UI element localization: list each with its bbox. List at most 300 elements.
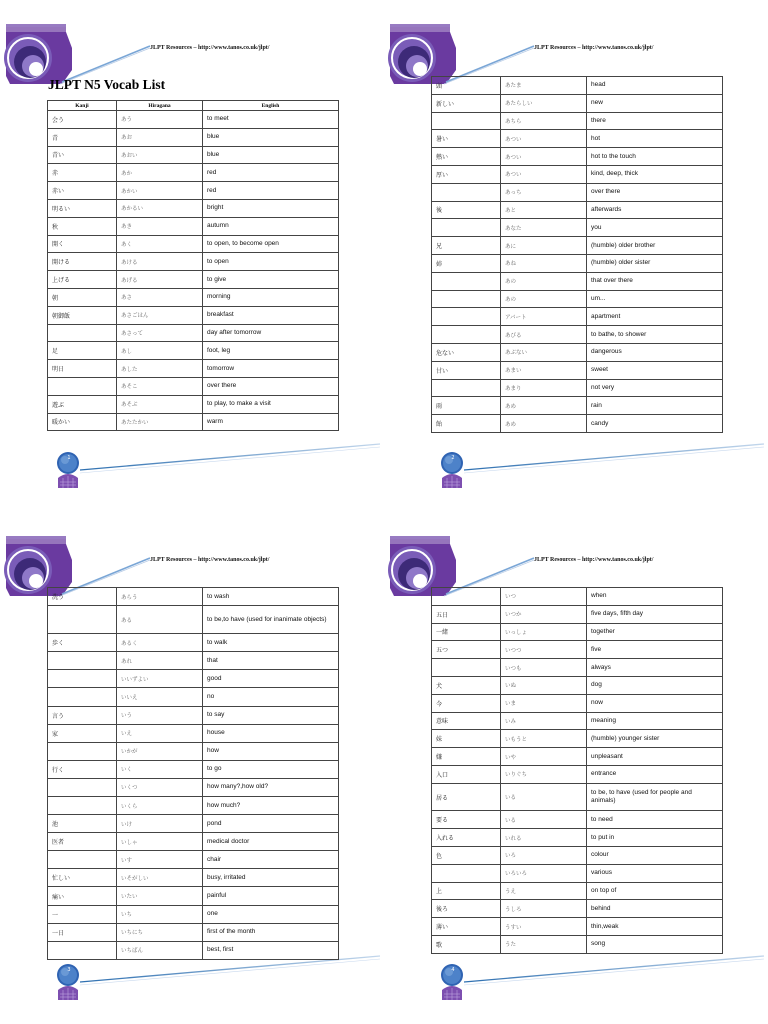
english-cell: to go	[203, 760, 339, 778]
table-row	[432, 748, 723, 766]
table-row	[48, 377, 339, 395]
hiragana-cell: いつつ	[501, 641, 587, 659]
hiragana-cell: あかい	[117, 182, 203, 200]
english-cell: warm	[203, 413, 339, 431]
column-header-hiragana: Hiragana	[117, 101, 203, 111]
kanji-cell: 朝	[48, 288, 117, 306]
kanji-cell: 暑い	[432, 130, 501, 148]
english-cell: colour	[587, 846, 723, 864]
corner-logo-graphic	[388, 24, 534, 84]
kanji-cell: 嫌	[432, 748, 501, 766]
kanji-cell: 一日	[48, 923, 117, 941]
english-cell: autumn	[203, 217, 339, 235]
hiragana-cell: いち	[117, 905, 203, 923]
table-row	[432, 237, 723, 255]
hiragana-cell: うた	[501, 935, 587, 953]
english-cell: that	[203, 652, 339, 670]
page-number: 3	[67, 967, 71, 973]
kanji-cell: 会う	[48, 111, 117, 129]
vocab-table	[431, 76, 723, 433]
english-cell: tomorrow	[203, 360, 339, 378]
english-cell: kind, deep, thick	[587, 165, 723, 183]
hiragana-cell: あかるい	[117, 199, 203, 217]
vocab-table	[431, 587, 723, 954]
hiragana-cell: あう	[117, 111, 203, 129]
hiragana-cell: あお	[117, 128, 203, 146]
kanji-cell	[48, 688, 117, 706]
hiragana-cell: あつい	[501, 165, 587, 183]
table-row	[48, 288, 339, 306]
kanji-cell	[432, 588, 501, 606]
table-row	[432, 112, 723, 130]
page-header: JLPT Resources – http://www.tanos.co.uk/jlpt/	[534, 45, 654, 51]
english-cell: to put in	[587, 829, 723, 847]
table-row	[432, 397, 723, 415]
hiragana-cell: いいえ	[117, 688, 203, 706]
kanji-cell: 五つ	[432, 641, 501, 659]
kanji-cell: 兄	[432, 237, 501, 255]
table-row	[48, 815, 339, 833]
kanji-cell: 一	[48, 905, 117, 923]
kanji-cell	[48, 606, 117, 634]
kanji-cell: 新しい	[432, 94, 501, 112]
kanji-cell: 意味	[432, 712, 501, 730]
kanji-cell: 今	[432, 694, 501, 712]
kanji-cell: 朝御飯	[48, 306, 117, 324]
english-cell: (humble) older sister	[587, 254, 723, 272]
hiragana-cell: あね	[501, 254, 587, 272]
page-number: 2	[451, 455, 455, 461]
english-cell: always	[587, 659, 723, 677]
kanji-cell: 要る	[432, 811, 501, 829]
table-row	[432, 900, 723, 918]
table-row	[48, 413, 339, 431]
hiragana-cell: あさって	[117, 324, 203, 342]
english-cell: hot	[587, 130, 723, 148]
hiragana-cell: あか	[117, 164, 203, 182]
table-row	[48, 887, 339, 905]
table-row	[432, 290, 723, 308]
english-cell: various	[587, 864, 723, 882]
hiragana-cell: あるく	[117, 634, 203, 652]
english-cell: morning	[203, 288, 339, 306]
english-cell: breakfast	[203, 306, 339, 324]
hiragana-cell: あおい	[117, 146, 203, 164]
kanji-cell: 上げる	[48, 271, 117, 289]
english-cell: day after tomorrow	[203, 324, 339, 342]
hiragana-cell: あつい	[501, 148, 587, 166]
kanji-cell: 池	[48, 815, 117, 833]
table-header-row	[48, 101, 339, 111]
english-cell: candy	[587, 415, 723, 433]
english-cell: over there	[203, 377, 339, 395]
hiragana-cell: いっしょ	[501, 623, 587, 641]
table-row	[48, 271, 339, 289]
table-row	[432, 811, 723, 829]
kanji-cell: 歩く	[48, 634, 117, 652]
english-cell: how many?,how old?	[203, 778, 339, 796]
table-row	[48, 706, 339, 724]
page-header: JLPT Resources – http://www.tanos.co.uk/jlpt/	[534, 557, 654, 563]
table-row	[48, 941, 339, 959]
table-row	[432, 676, 723, 694]
table-row	[48, 342, 339, 360]
kanji-cell: 一緒	[432, 623, 501, 641]
table-row	[432, 712, 723, 730]
english-cell: to play, to make a visit	[203, 395, 339, 413]
english-cell: new	[587, 94, 723, 112]
english-cell: dangerous	[587, 343, 723, 361]
hiragana-cell: いま	[501, 694, 587, 712]
kanji-cell	[48, 377, 117, 395]
hiragana-cell: いえ	[117, 724, 203, 742]
hiragana-cell: いそがしい	[117, 869, 203, 887]
kanji-cell: 青い	[48, 146, 117, 164]
hiragana-cell: あの	[501, 272, 587, 290]
kanji-cell	[48, 796, 117, 814]
english-cell: to give	[203, 271, 339, 289]
kanji-cell: 五日	[432, 605, 501, 623]
kanji-cell	[48, 324, 117, 342]
hiragana-cell: あさ	[117, 288, 203, 306]
hiragana-cell: あそぶ	[117, 395, 203, 413]
table-row	[48, 235, 339, 253]
kanji-cell: 姉	[432, 254, 501, 272]
table-row	[48, 306, 339, 324]
kanji-cell: 赤	[48, 164, 117, 182]
page-header: JLPT Resources – http://www.tanos.co.uk/jlpt/	[150, 557, 270, 563]
table-row	[432, 165, 723, 183]
kanji-cell: 言う	[48, 706, 117, 724]
english-cell: on top of	[587, 882, 723, 900]
hiragana-cell: うえ	[501, 882, 587, 900]
english-cell: to wash	[203, 588, 339, 606]
english-cell: entrance	[587, 765, 723, 783]
kanji-cell: 開く	[48, 235, 117, 253]
hiragana-cell: いたい	[117, 887, 203, 905]
table-row	[48, 688, 339, 706]
english-cell: to be,to have (used for inanimate objects)	[203, 606, 339, 634]
english-cell: (humble) younger sister	[587, 730, 723, 748]
english-cell: best, first	[203, 941, 339, 959]
hiragana-cell: いろいろ	[501, 864, 587, 882]
kanji-cell: 甘い	[432, 361, 501, 379]
hiragana-cell: あの	[501, 290, 587, 308]
hiragana-cell: あびる	[501, 326, 587, 344]
hiragana-cell: うしろ	[501, 900, 587, 918]
table-row	[432, 864, 723, 882]
kanji-cell: 歌	[432, 935, 501, 953]
table-row	[48, 778, 339, 796]
table-row	[432, 361, 723, 379]
hiragana-cell: いれる	[501, 829, 587, 847]
english-cell: hot to the touch	[587, 148, 723, 166]
kanji-cell	[48, 778, 117, 796]
table-row	[432, 623, 723, 641]
table-row	[432, 94, 723, 112]
table-row	[432, 379, 723, 397]
english-cell: rain	[587, 397, 723, 415]
table-row	[432, 765, 723, 783]
table-row	[48, 588, 339, 606]
kanji-cell: 忙しい	[48, 869, 117, 887]
english-cell: good	[203, 670, 339, 688]
english-cell: red	[203, 182, 339, 200]
table-row	[48, 923, 339, 941]
hiragana-cell: あく	[117, 235, 203, 253]
hiragana-cell: いす	[117, 851, 203, 869]
english-cell: one	[203, 905, 339, 923]
document-page-4	[384, 512, 768, 1024]
kanji-cell	[48, 941, 117, 959]
hiragana-cell: あまり	[501, 379, 587, 397]
kanji-cell: 入れる	[432, 829, 501, 847]
table-row	[48, 164, 339, 182]
page-number: 1	[67, 455, 71, 461]
table-row	[48, 851, 339, 869]
english-cell: to open	[203, 253, 339, 271]
english-cell: painful	[203, 887, 339, 905]
hiragana-cell: あたま	[501, 77, 587, 95]
hiragana-cell: あそこ	[117, 377, 203, 395]
english-cell: five days, fifth day	[587, 605, 723, 623]
kanji-cell: 飴	[432, 415, 501, 433]
kanji-cell: 厚い	[432, 165, 501, 183]
table-row	[48, 652, 339, 670]
kanji-cell: 医者	[48, 833, 117, 851]
table-row	[432, 219, 723, 237]
table-row	[432, 659, 723, 677]
kanji-cell: 家	[48, 724, 117, 742]
english-cell: five	[587, 641, 723, 659]
hiragana-cell: あに	[501, 237, 587, 255]
table-row	[432, 641, 723, 659]
kanji-cell	[48, 742, 117, 760]
english-cell: um...	[587, 290, 723, 308]
hiragana-cell: いいずよい	[117, 670, 203, 688]
english-cell: unpleasant	[587, 748, 723, 766]
english-cell: that over there	[587, 272, 723, 290]
hiragana-cell: うすい	[501, 918, 587, 936]
table-row	[48, 360, 339, 378]
table-row	[432, 882, 723, 900]
table-row	[48, 199, 339, 217]
document-page-1	[0, 0, 384, 512]
table-row	[48, 833, 339, 851]
table-row	[48, 606, 339, 634]
english-cell: no	[203, 688, 339, 706]
english-cell: sweet	[587, 361, 723, 379]
hiragana-cell: いちにち	[117, 923, 203, 941]
hiragana-cell: あめ	[501, 397, 587, 415]
kanji-cell: 妹	[432, 730, 501, 748]
english-cell: red	[203, 164, 339, 182]
kanji-cell: 熱い	[432, 148, 501, 166]
hiragana-cell: いつも	[501, 659, 587, 677]
table-row	[432, 935, 723, 953]
hiragana-cell: あつい	[501, 130, 587, 148]
column-header-english: English	[203, 101, 339, 111]
table-row	[432, 183, 723, 201]
kanji-cell: 頭	[432, 77, 501, 95]
table-row	[48, 724, 339, 742]
vocab-table	[47, 587, 339, 960]
hiragana-cell: アパート	[501, 308, 587, 326]
kanji-cell: 行く	[48, 760, 117, 778]
english-cell: thin,weak	[587, 918, 723, 936]
kanji-cell: 犬	[432, 676, 501, 694]
english-cell: chair	[203, 851, 339, 869]
english-cell: house	[203, 724, 339, 742]
page-number-ornament	[441, 444, 764, 488]
hiragana-cell: いぬ	[501, 676, 587, 694]
page-number-ornament	[57, 956, 380, 1000]
kanji-cell: 痛い	[48, 887, 117, 905]
table-row	[432, 201, 723, 219]
kanji-cell: 足	[48, 342, 117, 360]
table-row	[48, 395, 339, 413]
english-cell: foot, leg	[203, 342, 339, 360]
hiragana-cell: あっち	[501, 183, 587, 201]
hiragana-cell: いつ	[501, 588, 587, 606]
hiragana-cell: いもうと	[501, 730, 587, 748]
english-cell: bright	[203, 199, 339, 217]
english-cell: blue	[203, 128, 339, 146]
kanji-cell	[432, 272, 501, 290]
hiragana-cell: あたたかい	[117, 413, 203, 431]
table-row	[48, 796, 339, 814]
hiragana-cell: あちら	[501, 112, 587, 130]
hiragana-cell: いや	[501, 748, 587, 766]
hiragana-cell: あした	[117, 360, 203, 378]
hiragana-cell: あし	[117, 342, 203, 360]
kanji-cell: 後	[432, 201, 501, 219]
document-page-2	[384, 0, 768, 512]
english-cell: afterwards	[587, 201, 723, 219]
kanji-cell: 薄い	[432, 918, 501, 936]
hiragana-cell: あげる	[117, 271, 203, 289]
table-row	[48, 217, 339, 235]
hiragana-cell: いる	[501, 783, 587, 811]
kanji-cell	[48, 652, 117, 670]
kanji-cell: 雨	[432, 397, 501, 415]
english-cell: to say	[203, 706, 339, 724]
kanji-cell	[432, 379, 501, 397]
english-cell: (humble) older brother	[587, 237, 723, 255]
table-row	[432, 254, 723, 272]
table-row	[48, 324, 339, 342]
kanji-cell	[432, 183, 501, 201]
english-cell: you	[587, 219, 723, 237]
vocab-table	[47, 100, 339, 431]
kanji-cell	[432, 308, 501, 326]
english-cell: behind	[587, 900, 723, 918]
english-cell: now	[587, 694, 723, 712]
kanji-cell	[432, 112, 501, 130]
english-cell: to need	[587, 811, 723, 829]
english-cell: meaning	[587, 712, 723, 730]
english-cell: blue	[203, 146, 339, 164]
table-row	[432, 783, 723, 811]
english-cell: there	[587, 112, 723, 130]
page-number-ornament	[441, 956, 764, 1000]
table-row	[48, 742, 339, 760]
english-cell: when	[587, 588, 723, 606]
table-row	[432, 829, 723, 847]
table-row	[48, 869, 339, 887]
english-cell: pond	[203, 815, 339, 833]
hiragana-cell: あける	[117, 253, 203, 271]
hiragana-cell: いけ	[117, 815, 203, 833]
hiragana-cell: あと	[501, 201, 587, 219]
table-row	[432, 148, 723, 166]
table-row	[432, 308, 723, 326]
column-header-kanji: Kanji	[48, 101, 117, 111]
hiragana-cell: あたらしい	[501, 94, 587, 112]
hiragana-cell: いう	[117, 706, 203, 724]
hiragana-cell: あめ	[501, 415, 587, 433]
kanji-cell: 明日	[48, 360, 117, 378]
table-row	[48, 146, 339, 164]
hiragana-cell: あれ	[117, 652, 203, 670]
kanji-cell	[432, 326, 501, 344]
kanji-cell	[48, 851, 117, 869]
english-cell: not very	[587, 379, 723, 397]
table-row	[432, 130, 723, 148]
hiragana-cell: あさごはん	[117, 306, 203, 324]
hiragana-cell: いしゃ	[117, 833, 203, 851]
table-row	[48, 128, 339, 146]
hiragana-cell: いつか	[501, 605, 587, 623]
kanji-cell: 明るい	[48, 199, 117, 217]
english-cell: to walk	[203, 634, 339, 652]
table-row	[432, 415, 723, 433]
hiragana-cell: いちばん	[117, 941, 203, 959]
kanji-cell: 後ろ	[432, 900, 501, 918]
document-page-3	[0, 512, 384, 1024]
kanji-cell: 上	[432, 882, 501, 900]
english-cell: to bathe, to shower	[587, 326, 723, 344]
english-cell: how	[203, 742, 339, 760]
table-row	[432, 846, 723, 864]
hiragana-cell: いりぐち	[501, 765, 587, 783]
hiragana-cell: いろ	[501, 846, 587, 864]
table-row	[48, 760, 339, 778]
page-number-ornament	[57, 444, 380, 488]
hiragana-cell: いくつ	[117, 778, 203, 796]
english-cell: together	[587, 623, 723, 641]
table-row	[432, 343, 723, 361]
document-title: JLPT N5 Vocab List	[48, 77, 166, 92]
hiragana-cell: いみ	[501, 712, 587, 730]
english-cell: how much?	[203, 796, 339, 814]
kanji-cell: 色	[432, 846, 501, 864]
page-number: 4	[451, 967, 455, 973]
table-row	[432, 588, 723, 606]
english-cell: dog	[587, 676, 723, 694]
hiragana-cell: いく	[117, 760, 203, 778]
english-cell: song	[587, 935, 723, 953]
table-row	[48, 634, 339, 652]
english-cell: medical doctor	[203, 833, 339, 851]
kanji-cell: 居る	[432, 783, 501, 811]
page-header: JLPT Resources – http://www.tanos.co.uk/jlpt/	[150, 45, 270, 51]
kanji-cell	[432, 290, 501, 308]
hiragana-cell: あなた	[501, 219, 587, 237]
english-cell: busy, irritated	[203, 869, 339, 887]
english-cell: to meet	[203, 111, 339, 129]
table-row	[48, 253, 339, 271]
